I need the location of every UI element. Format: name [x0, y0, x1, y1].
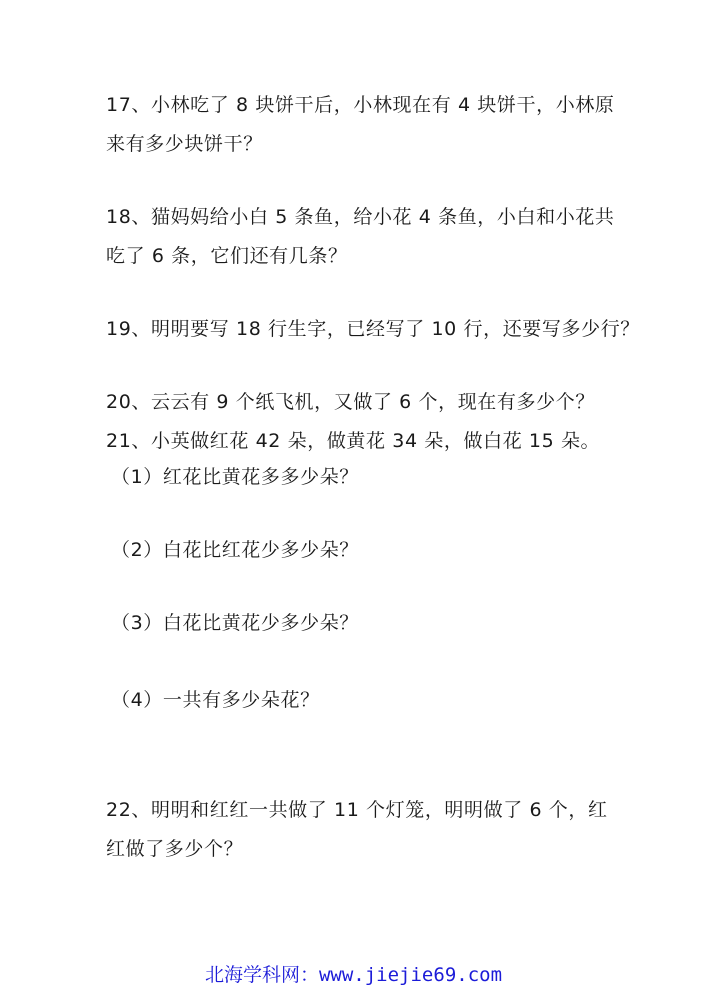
question-21-part-2: （2）白花比红花少多少朵？ — [111, 539, 359, 561]
question-22-line-2: 红做了多少个？ — [106, 838, 244, 860]
question-17-line-2: 来有多少块饼干？ — [106, 133, 263, 155]
footer-site-url[interactable]: www.jiejie69.com — [318, 964, 503, 986]
question-21: 21、小英做红花 42 朵，做黄花 34 朵，做白花 15 朵。 — [106, 430, 601, 452]
footer-site-label: 北海学科网： — [204, 964, 319, 986]
question-20: 20、云云有 9 个纸飞机，又做了 6 个，现在有多少个？ — [106, 391, 595, 413]
footer-watermark — [0, 962, 707, 988]
question-21-part-3: （3）白花比黄花少多少朵？ — [111, 612, 359, 634]
question-21-part-4: （4）一共有多少朵花？ — [111, 689, 320, 711]
question-19: 19、明明要写 18 行生字，已经写了 10 行，还要写多少行？ — [106, 318, 640, 340]
question-21-part-1: （1）红花比黄花多多少朵？ — [111, 466, 359, 488]
question-18-line-1: 18、猫妈妈给小白 5 条鱼，给小花 4 条鱼，小白和小花共 — [106, 206, 615, 228]
question-17-line-1: 17、小林吃了 8 块饼干后，小林现在有 4 块饼干，小林原 — [106, 94, 615, 116]
question-18-line-2: 吃了 6 条，它们还有几条？ — [106, 245, 348, 267]
question-22-line-1: 22、明明和红红一共做了 11 个灯笼，明明做了 6 个，红 — [106, 799, 608, 821]
